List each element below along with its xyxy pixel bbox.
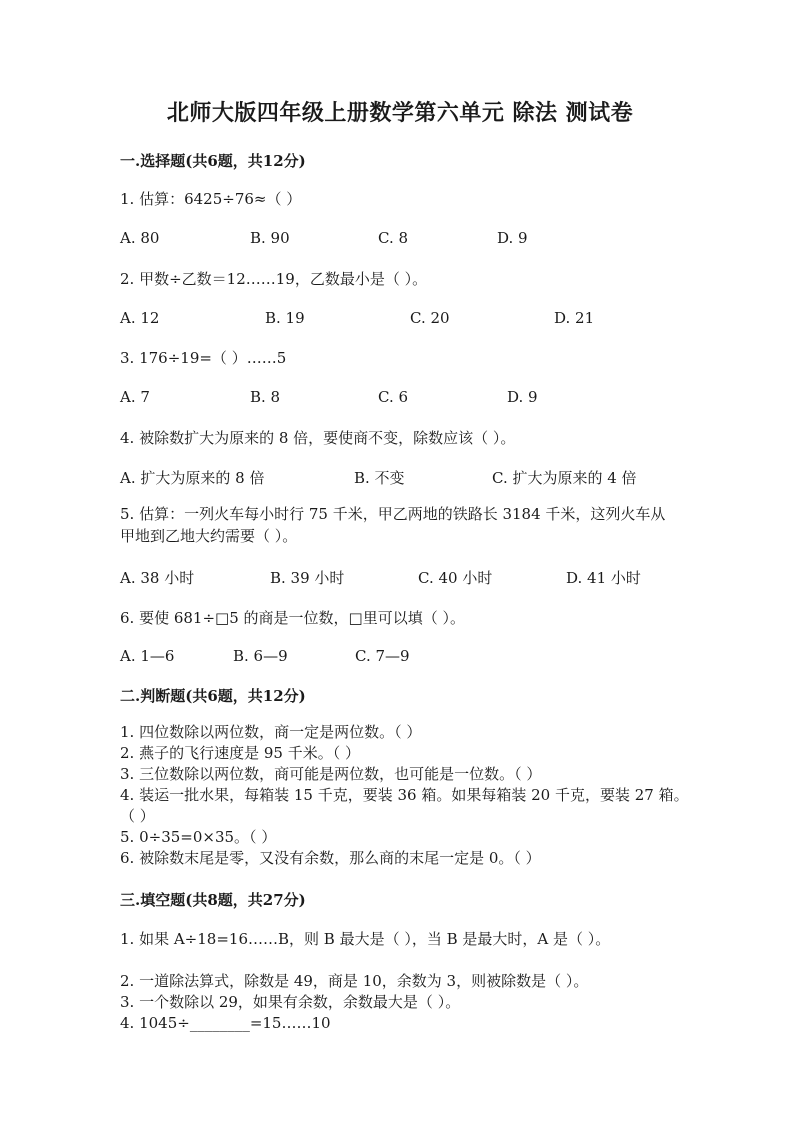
judge-question-5: 5. 0÷35=0×35。（ ）	[120, 828, 277, 846]
option-d: D. 41 小时	[566, 569, 641, 587]
option-a: A. 12	[120, 309, 160, 327]
choice-options-5	[120, 567, 720, 587]
section-heading-choice: 一.选择题(共6题，共12分)	[120, 152, 306, 170]
option-b: B. 39 小时	[270, 569, 345, 587]
choice-options-1	[120, 229, 720, 249]
option-b: B. 不变	[354, 469, 405, 487]
page-title: 北师大版四年级上册数学第六单元 除法 测试卷	[166, 100, 634, 126]
choice-options-4	[120, 467, 720, 487]
judge-question-6: 6. 被除数末尾是零，又没有余数，那么商的末尾一定是 0。（ ）	[120, 849, 541, 867]
judge-question-4: 4. 装运一批水果，每箱装 15 千克，要装 36 箱。如果每箱装 20 千克，要装 27 箱。（ ）	[120, 786, 689, 825]
option-b: B. 90	[250, 229, 290, 247]
option-c: C. 8	[378, 229, 409, 247]
choice-question-1: 1. 估算：6425÷76≈（ ）	[120, 190, 302, 208]
section-heading-fill: 三.填空题(共8题，共27分)	[120, 891, 306, 909]
choice-question-6: 6. 要使 681÷□5 的商是一位数，□里可以填（ ）。	[120, 609, 465, 627]
option-b: B. 19	[265, 309, 305, 327]
option-c: C. 扩大为原来的 4 倍	[492, 469, 637, 487]
choice-options-3	[120, 388, 720, 408]
option-b: B. 6—9	[233, 647, 288, 665]
choice-question-2: 2. 甲数÷乙数＝12……19，乙数最小是（ ）。	[120, 270, 428, 288]
option-a: A. 扩大为原来的 8 倍	[120, 469, 265, 487]
fill-question-4: 4. 1045÷________=15……10	[120, 1014, 331, 1032]
option-d: D. 9	[507, 388, 538, 406]
choice-question-4: 4. 被除数扩大为原来的 8 倍，要使商不变，除数应该（ ）。	[120, 429, 516, 447]
option-c: C. 40 小时	[418, 569, 493, 587]
judge-question-1: 1. 四位数除以两位数，商一定是两位数。（ ）	[120, 723, 422, 741]
section-heading-judge: 二.判断题(共6题，共12分)	[120, 687, 306, 705]
choice-question-5: 5. 估算：一列火车每小时行 75 千米，甲乙两地的铁路长 3184 千米，这列火车从甲地到乙地大约需要（ ）。	[120, 505, 666, 545]
option-d: D. 9	[497, 229, 528, 247]
option-c: C. 6	[378, 388, 409, 406]
choice-options-2	[120, 309, 720, 329]
choice-options-6	[120, 647, 720, 667]
option-b: B. 8	[250, 388, 281, 406]
option-a: A. 7	[120, 388, 150, 406]
option-a: A. 80	[120, 229, 160, 247]
option-c: C. 7—9	[355, 647, 410, 665]
choice-question-3: 3. 176÷19=（ ）……5	[120, 349, 287, 367]
option-a: A. 1—6	[120, 647, 175, 665]
judge-question-2: 2. 燕子的飞行速度是 95 千米。（ ）	[120, 744, 360, 762]
option-d: D. 21	[554, 309, 595, 327]
option-a: A. 38 小时	[120, 569, 195, 587]
fill-question-3: 3. 一个数除以 29，如果有余数，余数最大是（ ）。	[120, 993, 461, 1011]
fill-question-2: 2. 一道除法算式，除数是 49，商是 10，余数为 3，则被除数是（ ）。	[120, 972, 589, 990]
fill-question-1: 1. 如果 A÷18=16……B，则 B 最大是（ ），当 B 是最大时，A 是（ ）。	[120, 930, 611, 948]
option-c: C. 20	[410, 309, 450, 327]
judge-question-3: 3. 三位数除以两位数，商可能是两位数，也可能是一位数。（ ）	[120, 765, 542, 783]
